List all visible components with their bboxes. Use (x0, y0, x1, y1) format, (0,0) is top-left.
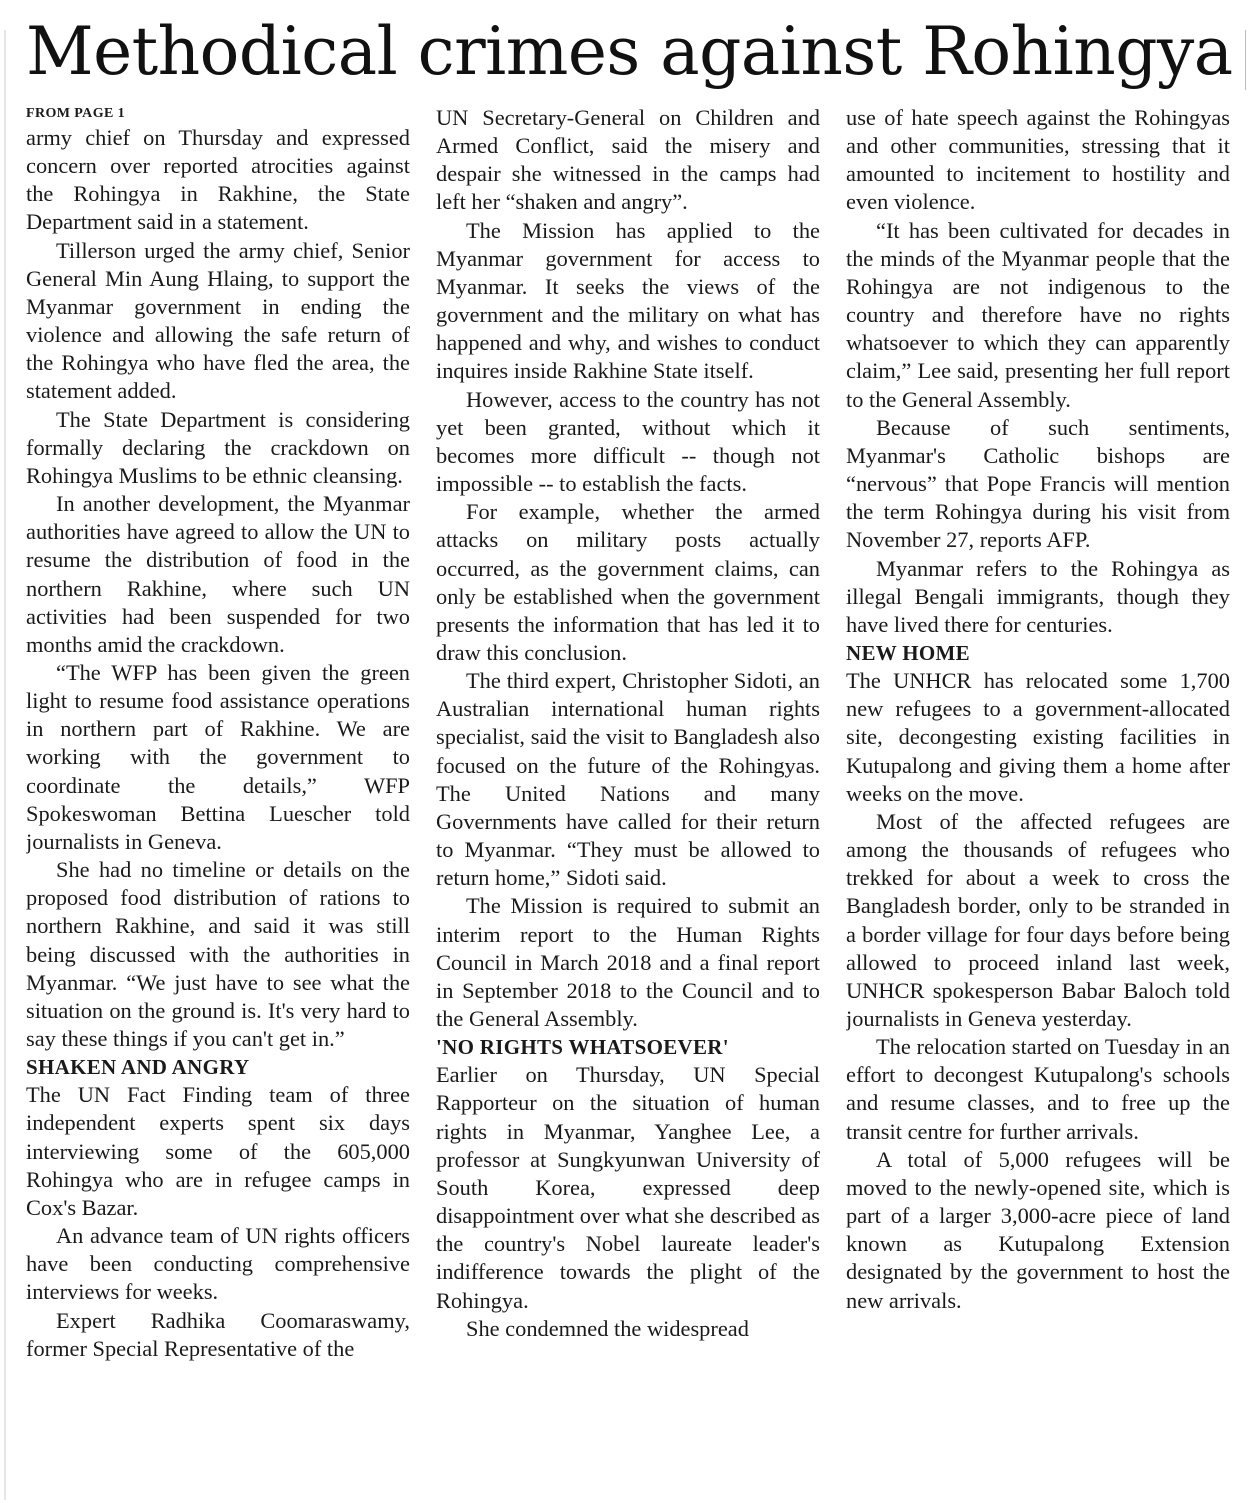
article-paragraph: The relocation started on Tuesday in an effort to decongest Kutupalong's schools and resume classes, and to free up the transit centre for further arrivals. (846, 1034, 1230, 1144)
article-paragraph: “It has been cultivated for decades in the minds of the Myanmar people that the Rohingya are not indigenous to the country and therefore have no rights whatsoever to which they can apparently claim,” Lee said, presenting her full report to the General Assembly. (846, 217, 1230, 412)
article-paragraph: In another development, the Myanmar authorities have agreed to allow the UN to resume the distribution of food in the northern Rakhine, where such UN activities had been suspended for two months amid the crackdown. (26, 491, 410, 657)
article-paragraph: The Mission has applied to the Myanmar government for access to Myanmar. It seeks the views of the government and the military on what has happened and why, and wishes to conduct inquires inside Rakhine State itself. (436, 217, 820, 384)
article-paragraph: Most of the affected refugees are among the thousands of refugees who trekked for about a week to cross the Bangladesh border, only to be stranded in a border village for four days before being allowed to proceed inland last week, UNHCR spokesperson Babar Baloch told journalists in Geneva yesterday. (846, 808, 1230, 1031)
article-paragraph: The UNHCR has relocated some 1,700 new refugees to a government-allocated site, decongesting existing facilities in Kutupalong and giving them a home after weeks on the move. (846, 668, 1230, 806)
article-paragraph: She condemned the widespread (466, 1315, 749, 1341)
article-paragraph: A total of 5,000 refugees will be moved to the newly-opened site, which is part of a larger 3,000-acre piece of land known as Kutupalong Extension designated by the government to host the new arrivals. (846, 1146, 1230, 1313)
article-paragraph: However, access to the country has not yet been granted, without which it becomes more difficult -- though not impossible -- to establish the facts. (436, 386, 820, 497)
article-paragraph: “The WFP has been given the green light to resume food assistance operations in northern part of Rakhine. We are working with the government to coordinate the details,” WFP Spokeswoman Bettina Luescher told journalists in Geneva. (26, 659, 410, 854)
article-paragraph: Earlier on Thursday, UN Special Rapporteur on the situation of human rights in Myanmar, Yanghee Lee, a professor at Sungkyunwan University of South Korea, expressed deep disappointment over what she described as the country's Nobel laureate leader's indifference towards the plight of the Rohingya. (436, 1062, 820, 1313)
headline: Methodical crimes against Rohingya (26, 13, 1233, 90)
section-subhead: NEW HOME (846, 640, 970, 665)
article-paragraph: use of hate speech against the Rohingyas and other communities, stressing that it amounted to incitement to hostility and even violence. (846, 105, 1230, 215)
continuation-kicker: FROM PAGE 1 (26, 106, 126, 121)
article-paragraph: She had no timeline or details on the proposed food distribution of rations to northern Rakhine, and said it was still being discussed with the authorities in Myanmar. “We just have to see what the situation on the ground is. It's very hard to say these things if you can't get in.” (26, 857, 410, 1051)
article-paragraph: The State Department is considering formally declaring the crackdown on Rohingya Muslims to be ethnic cleansing. (26, 406, 410, 488)
section-subhead: SHAKEN AND ANGRY (26, 1055, 250, 1080)
section-subhead: 'NO RIGHTS WHATSOEVER' (436, 1035, 729, 1060)
page-edge-rule (4, 30, 6, 1500)
article-paragraph: Expert Radhika Coomaraswamy, former Special Representative of the (26, 1307, 410, 1361)
article-paragraph: The Mission is required to submit an interim report to the Human Rights Council in March 2018 and a final report in September 2018 to the Council and to the General Assembly. (436, 893, 820, 1031)
article-paragraph: Because of such sentiments, Myanmar's Catholic bishops are “nervous” that Pope Francis will mention the term Rohingya during his visit from November 27, reports AFP. (846, 414, 1230, 553)
article-paragraph: UN Secretary-General on Children and Armed Conflict, said the misery and despair she witnessed in the camps had left her “shaken and angry”. (436, 105, 820, 215)
headline-edge-rule (1245, 30, 1246, 90)
article-paragraph: The UN Fact Finding team of three independent experts spent six days interviewing some of the 605,000 Rohingya who are in refugee camps in Cox's Bazar. (26, 1082, 410, 1220)
article-column-2 (436, 104, 820, 1500)
article-paragraph: An advance team of UN rights officers have been conducting comprehensive interviews for weeks. (26, 1223, 410, 1305)
article-paragraph: The third expert, Christopher Sidoti, an Australian international human rights specialist, said the visit to Bangladesh also focused on the future of the Rohingyas. The United Nations and many Governments have called for their return to Myanmar. “They must be allowed to return home,” Sidoti said. (436, 668, 820, 891)
article-paragraph: Tillerson urged the army chief, Senior General Min Aung Hlaing, to support the Myanmar government in ending the violence and allowing the safe return of the Rohingya who have fled the area, the statement added. (26, 237, 410, 404)
article-column-1 (26, 104, 410, 1500)
article-paragraph: army chief on Thursday and expressed concern over reported atrocities against the Rohingya in Rakhine, the State Department said in a statement. (26, 125, 410, 235)
article-column-3 (846, 104, 1230, 1500)
article-paragraph: Myanmar refers to the Rohingya as illegal Bengali immigrants, though they have lived there for centuries. (846, 555, 1230, 637)
article-paragraph: For example, whether the armed attacks on military posts actually occurred, as the government claims, can only be established when the government presents the information that has led it to draw this conclusion. (436, 499, 820, 665)
